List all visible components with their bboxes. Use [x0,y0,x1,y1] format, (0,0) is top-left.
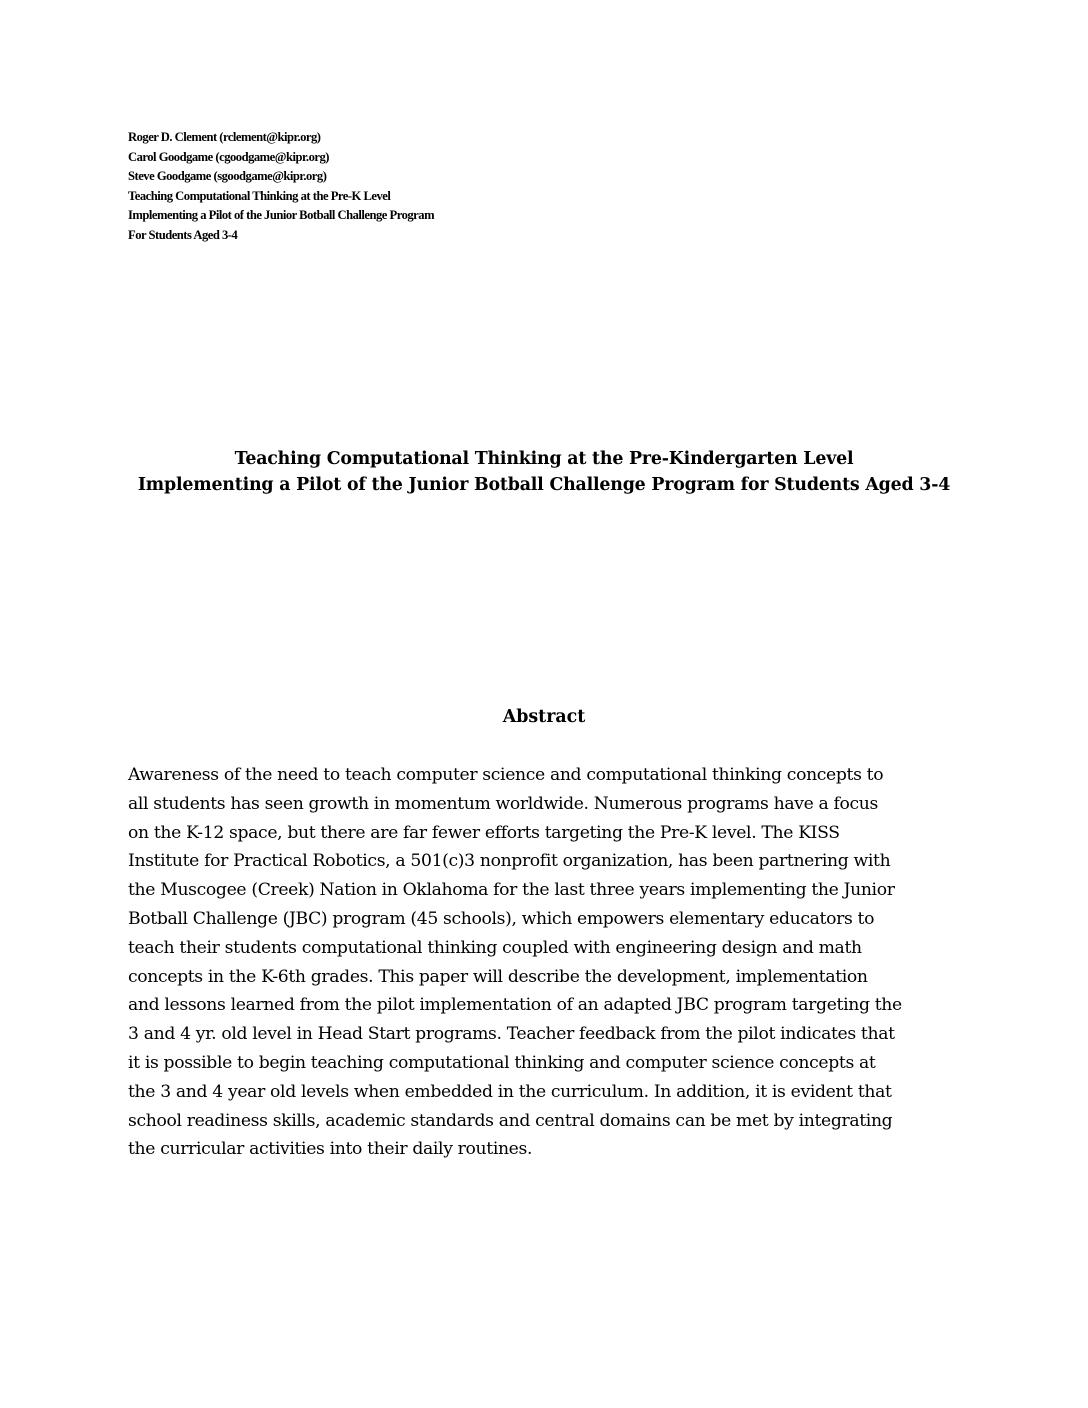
abstract-line: and lessons learned from the pilot implementation of an adapted JBC program targeting the [128,995,902,1016]
abstract-line: Botball Challenge (JBC) program (45 schools), which empowers elementary educators to [128,908,875,929]
abstract-line: Awareness of the need to teach computer science and computational thinking concepts to [128,765,884,785]
header-audience: For Students Aged 3-4 [128,227,238,242]
author-line-steve-goodgame: Steve Goodgame (sgoodgame@kipr.org) [128,169,327,184]
author-line-clement: Roger D. Clement (rclement@kipr.org) [128,130,321,144]
paper-title-line-2: Implementing a Pilot of the Junior Botball Challenge Program for Students Aged 3-4 [137,475,951,495]
header-short-title: Teaching Computational Thinking at the Pre-K Level [128,188,391,203]
abstract-line: the Muscogee (Creek) Nation in Oklahoma for the last three years implementing the Junior [128,880,895,901]
author-header [128,128,728,246]
abstract-line: school readiness skills, academic standards and central domains can be met by integrating [128,1110,893,1131]
paper-title-line-1: Teaching Computational Thinking at the Pre-Kindergarten Level [234,449,854,469]
header-short-subtitle: Implementing a Pilot of the Junior Botball Challenge Program [128,208,435,223]
abstract-line: the 3 and 4 year old levels when embedded in the curriculum. In addition, it is evident that [128,1081,892,1102]
abstract-line: 3 and 4 yr. old level in Head Start programs. Teacher feedback from the pilot indicates that [128,1024,895,1045]
abstract-line: concepts in the K-6th grades. This paper will describe the development, implementation [128,966,868,987]
abstract-line: teach their students computational thinking coupled with engineering design and math [128,937,862,958]
abstract-line: it is possible to begin teaching computational thinking and computer science concepts at [128,1052,876,1073]
abstract-line: on the K-12 space, but there are far fewer efforts targeting the Pre-K level. The KISS [128,822,840,843]
abstract-line: Institute for Practical Robotics, a 501(c)3 nonprofit organization, has been partnering with [128,851,891,872]
abstract-body [128,761,968,1164]
abstract-line: the curricular activities into their daily routines. [128,1139,533,1160]
abstract-heading: Abstract [502,707,586,727]
author-line-carol-goodgame: Carol Goodgame (cgoodgame@kipr.org) [128,149,329,164]
paper-title [0,446,1088,498]
abstract-line: all students has seen growth in momentum worldwide. Numerous programs have a focus [128,793,878,814]
